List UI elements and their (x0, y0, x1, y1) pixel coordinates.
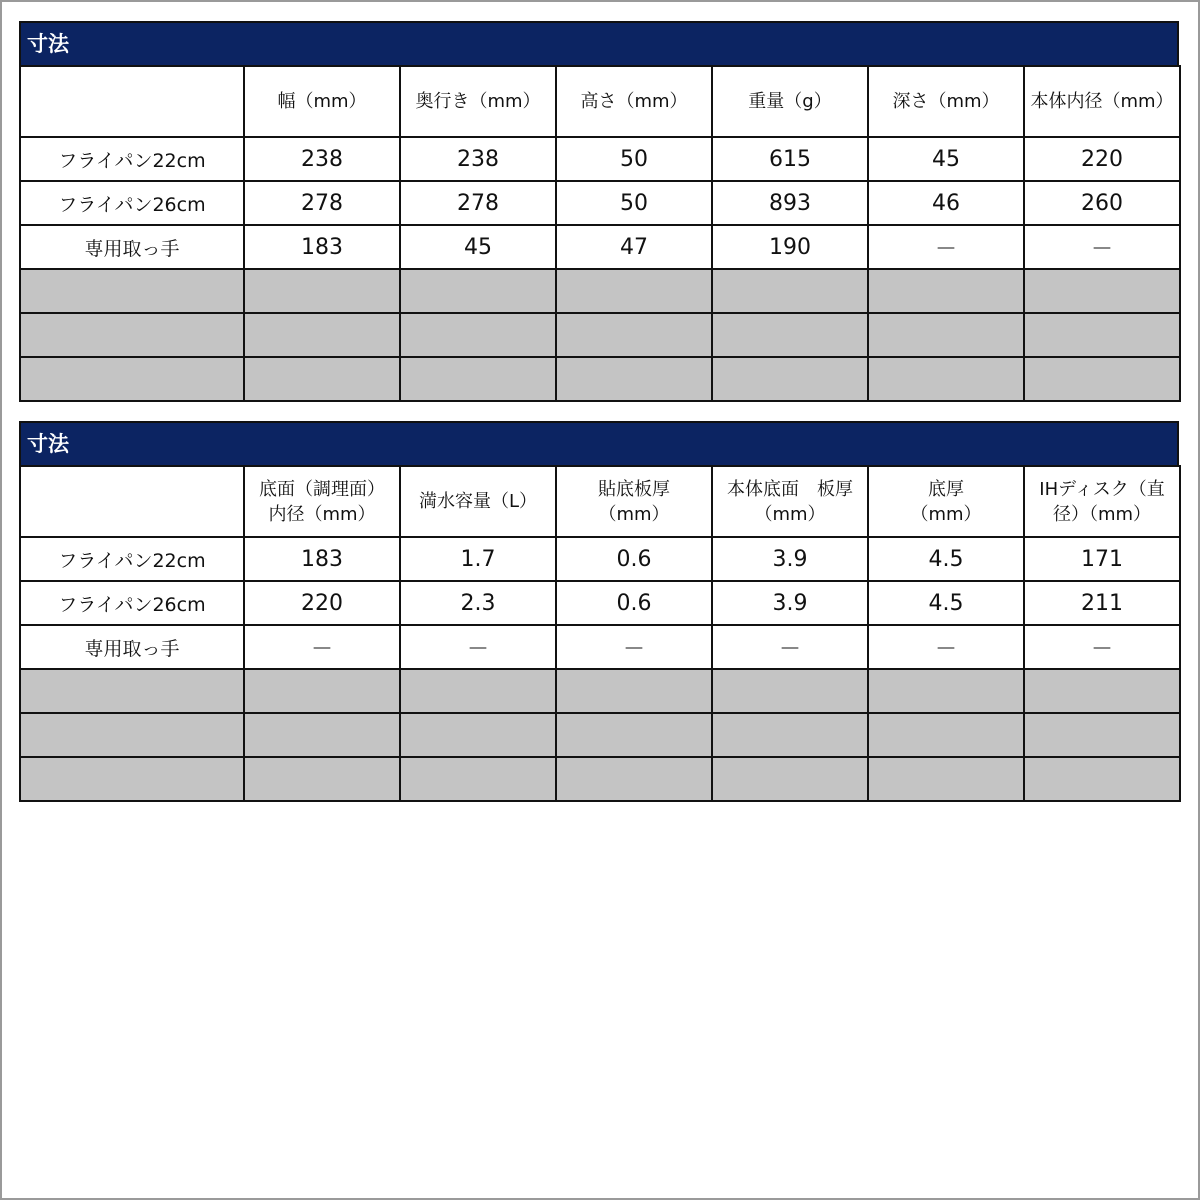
cell: 50 (556, 137, 712, 181)
cell: 220 (244, 581, 400, 625)
cell: － (868, 225, 1024, 269)
table-row (20, 137, 1180, 181)
table-row (20, 625, 1180, 669)
cell: 50 (556, 181, 712, 225)
cell: 45 (868, 137, 1024, 181)
cell: 278 (244, 181, 400, 225)
table-row (20, 537, 1180, 581)
cell: 0.6 (556, 581, 712, 625)
empty-row (20, 713, 1180, 757)
cell: 893 (712, 181, 868, 225)
corner-cell (20, 66, 244, 137)
header-bottom-plate-thickness: 貼底板厚 （mm） (556, 466, 712, 537)
cell: 260 (1024, 181, 1180, 225)
cell: 183 (244, 537, 400, 581)
cell: 238 (244, 137, 400, 181)
cell: － (712, 625, 868, 669)
dimensions-table-1 (19, 21, 1179, 402)
cell: － (556, 625, 712, 669)
header-inner-diameter: 本体内径（mm） (1024, 66, 1180, 137)
corner-cell (20, 466, 244, 537)
cell: 4.5 (868, 581, 1024, 625)
dimensions-table-2 (19, 421, 1179, 802)
empty-row (20, 313, 1180, 357)
table-title: 寸法 (19, 21, 1179, 65)
header-height: 高さ（mm） (556, 66, 712, 137)
empty-row (20, 757, 1180, 801)
cell: － (1024, 225, 1180, 269)
cell: 4.5 (868, 537, 1024, 581)
empty-row (20, 269, 1180, 313)
cell: 615 (712, 137, 868, 181)
cell: － (244, 625, 400, 669)
cell: 2.3 (400, 581, 556, 625)
cell: 1.7 (400, 537, 556, 581)
cell: 278 (400, 181, 556, 225)
header-body-bottom-thickness: 本体底面 板厚 （mm） (712, 466, 868, 537)
table-row (20, 225, 1180, 269)
header-width: 幅（mm） (244, 66, 400, 137)
table-title: 寸法 (19, 421, 1179, 465)
table-row (20, 581, 1180, 625)
row-label: 専用取っ手 (20, 225, 244, 269)
header-row (20, 66, 1180, 137)
row-label: フライパン22cm (20, 537, 244, 581)
cell: 238 (400, 137, 556, 181)
cell: 3.9 (712, 581, 868, 625)
header-bottom-thickness: 底厚 （mm） (868, 466, 1024, 537)
cell: 190 (712, 225, 868, 269)
header-ih-disc-diameter: IHディスク（直 径）（mm） (1024, 466, 1180, 537)
cell: 171 (1024, 537, 1180, 581)
table-row (20, 181, 1180, 225)
cell: － (868, 625, 1024, 669)
row-label: フライパン22cm (20, 137, 244, 181)
row-label: 専用取っ手 (20, 625, 244, 669)
header-row (20, 466, 1180, 537)
cell: 47 (556, 225, 712, 269)
spec-table (19, 465, 1181, 802)
header-deep: 深さ（mm） (868, 66, 1024, 137)
spec-table (19, 65, 1181, 402)
empty-row (20, 669, 1180, 713)
row-label: フライパン26cm (20, 181, 244, 225)
header-bottom-inner-diameter: 底面（調理面） 内径（mm） (244, 466, 400, 537)
row-label: フライパン26cm (20, 581, 244, 625)
cell: － (400, 625, 556, 669)
cell: － (1024, 625, 1180, 669)
cell: 3.9 (712, 537, 868, 581)
header-full-capacity: 満水容量（L） (400, 466, 556, 537)
cell: 211 (1024, 581, 1180, 625)
cell: 220 (1024, 137, 1180, 181)
header-depth: 奥行き（mm） (400, 66, 556, 137)
cell: 46 (868, 181, 1024, 225)
cell: 0.6 (556, 537, 712, 581)
header-weight: 重量（g） (712, 66, 868, 137)
empty-row (20, 357, 1180, 401)
cell: 183 (244, 225, 400, 269)
cell: 45 (400, 225, 556, 269)
